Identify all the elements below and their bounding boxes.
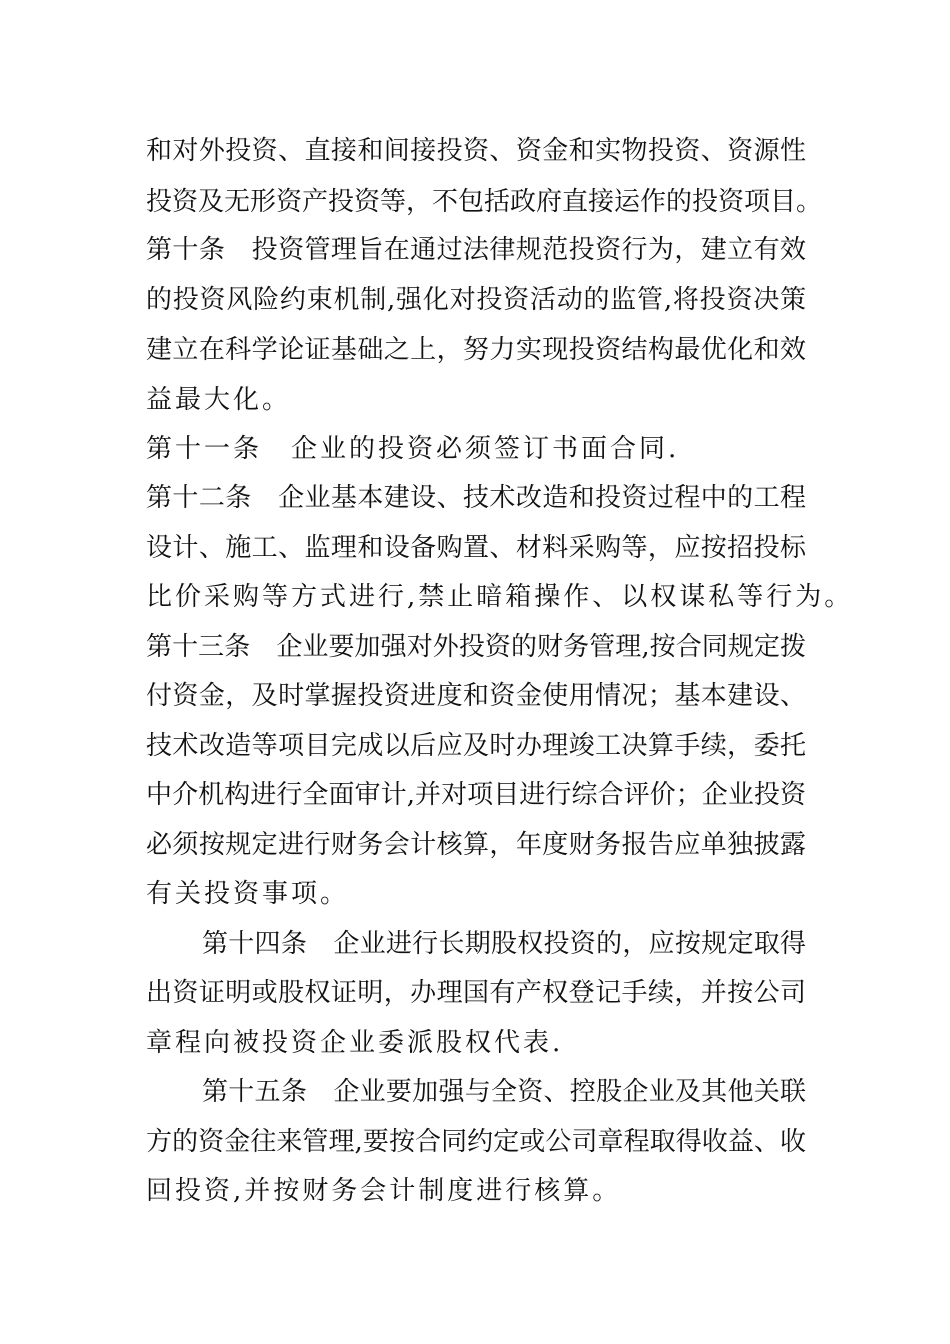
text-line: 益最大化。 (146, 385, 292, 415)
text-line: 付资金，及时掌握投资进度和资金使用情况；基本建设、 (146, 681, 806, 711)
text-line: 和对外投资、直接和间接投资、资金和实物投资、资源性 (146, 136, 806, 166)
article-10-heading-line: 第十条 投资管理旨在通过法律规范投资行为，建立有效 (146, 235, 806, 265)
text-line: 建立在科学论证基础之上，努力实现投资结构最优化和效 (146, 335, 806, 365)
text-line: 出资证明或股权证明，办理国有产权登记手续，并按公司 (146, 978, 806, 1008)
text-line: 回投资,并按财务会计制度进行核算。 (146, 1176, 622, 1206)
article-15-heading-line: 第十五条 企业要加强与全资、控股企业及其他关联 (202, 1077, 806, 1107)
text-line: 方的资金往来管理,要按合同约定或公司章程取得收益、收 (146, 1127, 806, 1157)
text-line: 的投资风险约束机制,强化对投资活动的监管,将投资决策 (146, 285, 806, 315)
article-13-heading-line: 第十三条 企业要加强对外投资的财务管理,按合同规定拨 (146, 632, 806, 662)
text-line: 比价采购等方式进行,禁止暗箱操作、以权谋私等行为。 (146, 582, 854, 612)
text-line: 设计、施工、监理和设备购置、材料采购等，应按招投标 (146, 533, 806, 563)
text-line: 有关投资事项。 (146, 879, 350, 909)
text-line: 中介机构进行全面审计,并对项目进行综合评价；企业投资 (146, 780, 806, 810)
text-line: 技术改造等项目完成以后应及时办理竣工决算手续，委托 (146, 731, 806, 761)
text-line: 章程向被投资企业委派股权代表. (146, 1028, 564, 1058)
article-14-heading-line: 第十四条 企业进行长期股权投资的，应按规定取得 (202, 929, 806, 959)
article-12-heading-line: 第十二条 企业基本建设、技术改造和投资过程中的工程 (146, 483, 806, 513)
article-11-line: 第十一条 企业的投资必须签订书面合同. (146, 434, 680, 464)
text-line: 必须按规定进行财务会计核算，年度财务报告应单独披露 (146, 830, 806, 860)
text-line: 投资及无形资产投资等，不包括政府直接运作的投资项目。 (146, 187, 823, 217)
